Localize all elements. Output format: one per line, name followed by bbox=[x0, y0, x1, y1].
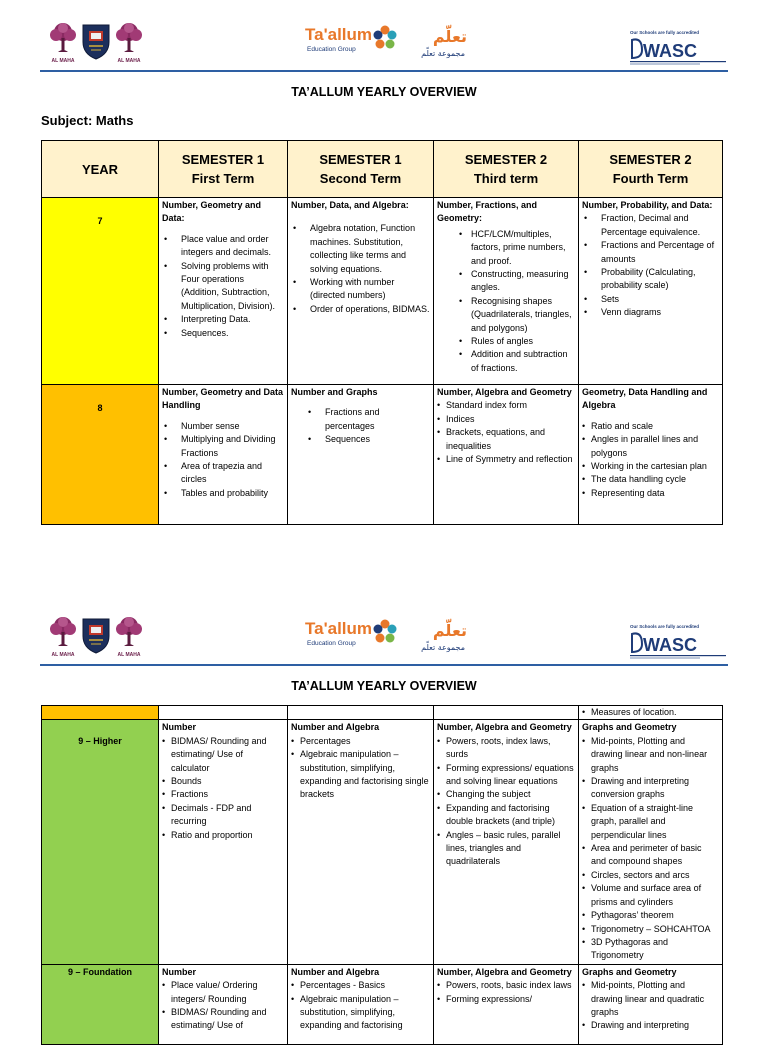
year-cell-continuation bbox=[42, 706, 159, 720]
cell-y9f-term1 bbox=[159, 964, 288, 1044]
wasc-logo bbox=[628, 622, 730, 662]
list-item: • HCF/LCM/multiples, factors, prime numbers, and proof. bbox=[437, 228, 575, 268]
list-item: • Percentages - Basics bbox=[291, 979, 430, 992]
unit-title: Number, Geometry and Data: bbox=[162, 200, 262, 224]
cell-y8-term2 bbox=[288, 385, 434, 525]
header-term-label: Third term bbox=[473, 171, 539, 186]
topic-list bbox=[582, 706, 719, 719]
header-term-label: Fourth Term bbox=[612, 171, 689, 186]
list-item: • Algebraic manipulation – substitution, simplifying, expanding and factorising single brackets bbox=[291, 748, 430, 802]
yearly-overview-table bbox=[41, 140, 723, 525]
cell-y9f-term2 bbox=[288, 964, 434, 1044]
year-cell-9-higher bbox=[42, 720, 159, 964]
cell-y8-term3 bbox=[434, 385, 579, 525]
list-item: • Circles, sectors and arcs bbox=[582, 869, 719, 882]
table-row-year-7 bbox=[42, 198, 723, 385]
wasc-logo bbox=[628, 28, 730, 68]
table-row-year-8 bbox=[42, 385, 723, 525]
wasc-tagline: Our Schools are fully accredited bbox=[630, 624, 700, 629]
al-maha-logo-group bbox=[48, 22, 148, 64]
list-item: • Percentages bbox=[291, 735, 430, 748]
header-semester-label: SEMESTER 2 bbox=[609, 152, 692, 167]
al-maha-logo-group bbox=[48, 616, 148, 658]
cell-y7-term3 bbox=[434, 198, 579, 385]
unit-title: Number and Graphs bbox=[291, 387, 378, 397]
list-item: • Sequences. bbox=[162, 327, 284, 340]
list-item: • Equation of a straight-line graph, parallel and perpendicular lines bbox=[582, 802, 719, 842]
list-item: • Addition and subtraction of fractions. bbox=[437, 348, 575, 375]
header-year: YEAR bbox=[42, 141, 159, 198]
taallum-arabic-subtitle: مجموعة تعلّم bbox=[421, 49, 465, 58]
year-label: 9 – Higher bbox=[78, 736, 122, 747]
list-item: • Fraction, Decimal and Percentage equivalence. bbox=[582, 212, 719, 239]
header-semester-1-first bbox=[159, 141, 288, 198]
list-item: • Drawing and interpreting bbox=[582, 1019, 719, 1032]
cell-cont-term3 bbox=[434, 706, 579, 720]
unit-title: Graphs and Geometry bbox=[582, 722, 677, 733]
list-item: • Volume and surface area of prisms and cylinders bbox=[582, 882, 719, 909]
list-item: • Probability (Calculating, probability scale) bbox=[582, 266, 719, 293]
list-item: • Sets bbox=[582, 293, 719, 306]
topic-list bbox=[162, 979, 284, 1033]
unit-title: Number and Algebra bbox=[291, 966, 380, 977]
list-item: • Trigonometry – SOHCAHTOA bbox=[582, 923, 719, 936]
cell-cont-term2 bbox=[288, 706, 434, 720]
cell-cont-term1 bbox=[159, 706, 288, 720]
cell-y7-term4 bbox=[579, 198, 723, 385]
topic-list bbox=[582, 420, 719, 500]
year-cell-8 bbox=[42, 385, 159, 525]
taallum-arabic-wordmark: تعلّم bbox=[432, 621, 467, 640]
list-item: • Forming expressions/ equations and solving linear equations bbox=[437, 762, 575, 789]
list-item: • Fractions bbox=[162, 788, 284, 801]
list-item: • Changing the subject bbox=[437, 788, 575, 801]
list-item: • Mid-points, Plotting and drawing linear and quadratic graphs bbox=[582, 979, 719, 1019]
al-maha-tree-logo bbox=[48, 616, 78, 658]
list-item: • Interpreting Data. bbox=[162, 313, 284, 326]
wasc-wordmark: WASC bbox=[643, 635, 697, 655]
subject-label: Subject: Maths bbox=[41, 113, 134, 128]
al-maha-label: AL MAHA bbox=[51, 58, 75, 64]
list-item: • The data handling cycle bbox=[582, 473, 719, 486]
doc-title: TA’ALLUM YEARLY OVERVIEW bbox=[291, 85, 477, 99]
topic-list bbox=[162, 233, 284, 340]
list-item: • Area of trapezia and circles bbox=[162, 460, 284, 487]
wasc-wordmark: WASC bbox=[643, 41, 697, 61]
header-semester-2-third bbox=[434, 141, 579, 198]
unit-title: Number, Algebra and Geometry bbox=[437, 966, 572, 977]
list-item: • Venn diagrams bbox=[582, 306, 719, 319]
page2-header bbox=[0, 594, 768, 664]
list-item: • Fractions and Percentage of amounts bbox=[582, 239, 719, 266]
school-crest-logo bbox=[81, 22, 111, 60]
list-item: • Tables and probability bbox=[162, 487, 284, 500]
cell-y9h-term2 bbox=[288, 720, 434, 964]
unit-title: Number, Algebra and Geometry bbox=[437, 387, 572, 397]
list-item: • Powers, roots, basic index laws bbox=[437, 979, 575, 992]
list-item: • Working with number (directed numbers) bbox=[291, 276, 430, 303]
list-item: • Measures of location. bbox=[582, 706, 719, 719]
header-semester-label: SEMESTER 2 bbox=[464, 152, 548, 167]
table-header-row bbox=[42, 141, 723, 198]
cell-y8-term4 bbox=[579, 385, 723, 525]
list-item: • Indices bbox=[437, 413, 575, 426]
list-item: • Multiplying and Dividing Fractions bbox=[162, 433, 284, 460]
page1-header bbox=[0, 0, 768, 70]
list-item: • Fractions and percentages bbox=[291, 406, 430, 433]
topic-list bbox=[437, 979, 575, 1006]
topic-list bbox=[291, 222, 430, 316]
taallum-flower-icon bbox=[374, 26, 397, 49]
list-item: • Decimals - FDP and recurring bbox=[162, 802, 284, 829]
list-item: • Drawing and interpreting conversion graphs bbox=[582, 775, 719, 802]
cell-y9h-term1 bbox=[159, 720, 288, 964]
year-cell-9-foundation bbox=[42, 964, 159, 1044]
list-item: • Representing data bbox=[582, 487, 719, 500]
al-maha-label: AL MAHA bbox=[51, 652, 75, 658]
taallum-logo bbox=[305, 18, 470, 62]
list-item: • Order of operations, BIDMAS. bbox=[291, 303, 430, 316]
table-row-year-9-higher bbox=[42, 720, 723, 964]
header-term-label: Second Term bbox=[319, 171, 402, 186]
cell-y9h-term4 bbox=[579, 720, 723, 964]
topic-list bbox=[582, 735, 719, 963]
list-item: • Place value and order integers and decimals. bbox=[162, 233, 284, 260]
topic-list bbox=[582, 979, 719, 1033]
list-item: • 3D Pythagoras and Trigonometry bbox=[582, 936, 719, 963]
taallum-arabic-wordmark: تعلّم bbox=[432, 27, 467, 46]
taallum-subtitle: Education Group bbox=[307, 46, 356, 53]
table-row-year-9-foundation bbox=[42, 964, 723, 1044]
table-row-continuation bbox=[42, 706, 723, 720]
taallum-wordmark: Ta'allum bbox=[305, 619, 373, 638]
cell-y7-term1 bbox=[159, 198, 288, 385]
list-item: • Area and perimeter of basic and compound shapes bbox=[582, 842, 719, 869]
topic-list bbox=[291, 979, 430, 1033]
cell-y7-term2 bbox=[288, 198, 434, 385]
list-item: • Bounds bbox=[162, 775, 284, 788]
list-item: • Mid-points, Plotting and drawing linear and non-linear graphs bbox=[582, 735, 719, 775]
cell-y9f-term4 bbox=[579, 964, 723, 1044]
header-semester-label: SEMESTER 1 bbox=[181, 152, 265, 167]
cell-y9f-term3 bbox=[434, 964, 579, 1044]
al-maha-tree-logo-2 bbox=[114, 616, 144, 658]
unit-title: Number and Algebra bbox=[291, 722, 380, 733]
al-maha-tree-logo-2 bbox=[114, 22, 144, 64]
year-cell-7 bbox=[42, 198, 159, 385]
unit-title: Number, Data, and Algebra: bbox=[291, 200, 409, 210]
list-item: • Number sense bbox=[162, 420, 284, 433]
list-item: • BIDMAS/ Rounding and estimating/ Use of bbox=[162, 1006, 284, 1033]
unit-title: Number, Algebra and Geometry bbox=[437, 722, 572, 733]
list-item: • Angles in parallel lines and polygons bbox=[582, 433, 719, 460]
list-item: • Pythagoras’ theorem bbox=[582, 909, 719, 922]
header-semester-label: SEMESTER 1 bbox=[319, 152, 402, 167]
list-item: • Working in the cartesian plan bbox=[582, 460, 719, 473]
list-item: • Constructing, measuring angles. bbox=[437, 268, 575, 295]
list-item: • BIDMAS/ Rounding and estimating/ Use of calculator bbox=[162, 735, 284, 775]
header-term-label: First Term bbox=[191, 171, 255, 186]
list-item: • Rules of angles bbox=[437, 335, 575, 348]
topic-list bbox=[437, 399, 575, 466]
year-label: 7 bbox=[97, 216, 103, 226]
unit-title: Number, Fractions, and Geometry: bbox=[437, 200, 538, 224]
yearly-overview-table-continued bbox=[41, 705, 723, 1045]
list-item: • Line of Symmetry and reflection bbox=[437, 453, 575, 466]
cell-cont-term4 bbox=[579, 706, 723, 720]
al-maha-label-2: AL MAHA bbox=[117, 58, 141, 64]
list-item: • Standard index form bbox=[437, 399, 575, 412]
unit-title: Graphs and Geometry bbox=[582, 966, 677, 977]
list-item: • Sequences bbox=[291, 433, 430, 446]
list-item: • Solving problems with Four operations (Addition, Subtraction, Multiplication, Division). bbox=[162, 260, 284, 314]
list-item: • Recognising shapes (Quadrilaterals, triangles, and polygons) bbox=[437, 295, 575, 335]
unit-title: Number bbox=[162, 722, 197, 733]
header-semester-1-second bbox=[288, 141, 434, 198]
cell-y8-term1 bbox=[159, 385, 288, 525]
topic-list bbox=[437, 228, 575, 375]
taallum-subtitle: Education Group bbox=[307, 640, 356, 647]
taallum-flower-icon bbox=[374, 620, 397, 643]
taallum-logo bbox=[305, 612, 470, 656]
topic-list bbox=[162, 735, 284, 842]
unit-title: Number, Geometry and Data Handling bbox=[162, 387, 284, 411]
doc-title: TA’ALLUM YEARLY OVERVIEW bbox=[291, 679, 477, 693]
unit-title: Geometry, Data Handling and Algebra bbox=[582, 387, 708, 411]
header-rule bbox=[40, 70, 728, 72]
year-label: 8 bbox=[97, 403, 103, 413]
topic-list bbox=[582, 212, 719, 319]
list-item: • Brackets, equations, and inequalities bbox=[437, 426, 575, 453]
list-item: • Powers, roots, index laws, surds bbox=[437, 735, 575, 762]
al-maha-label-2: AL MAHA bbox=[117, 652, 141, 658]
header-rule bbox=[40, 664, 728, 666]
al-maha-tree-logo bbox=[48, 22, 78, 64]
list-item: • Algebraic manipulation – substitution, simplifying, expanding and factorising bbox=[291, 993, 430, 1033]
list-item: • Algebra notation, Function machines. Substitution, collecting like terms and solving equations. bbox=[291, 222, 430, 276]
wasc-tagline: Our Schools are fully accredited bbox=[630, 30, 700, 35]
year-label: 9 – Foundation bbox=[68, 966, 132, 977]
list-item: • Place value/ Ordering integers/ Rounding bbox=[162, 979, 284, 1006]
unit-title: Number, Probability, and Data: bbox=[582, 200, 713, 210]
list-item: • Angles – basic rules, parallel lines, triangles and quadrilaterals bbox=[437, 829, 575, 869]
topic-list bbox=[291, 735, 430, 802]
topic-list bbox=[162, 420, 284, 500]
list-item: • Expanding and factorising double brackets (and triple) bbox=[437, 802, 575, 829]
topic-list bbox=[437, 735, 575, 869]
unit-title: Number bbox=[162, 966, 197, 977]
topic-list bbox=[291, 406, 430, 446]
list-item: • Ratio and scale bbox=[582, 420, 719, 433]
taallum-wordmark: Ta'allum bbox=[305, 25, 373, 44]
header-semester-2-fourth bbox=[579, 141, 723, 198]
school-crest-logo bbox=[81, 616, 111, 654]
taallum-arabic-subtitle: مجموعة تعلّم bbox=[421, 643, 465, 652]
list-item: • Ratio and proportion bbox=[162, 829, 284, 842]
list-item: • Forming expressions/ bbox=[437, 993, 575, 1006]
cell-y9h-term3 bbox=[434, 720, 579, 964]
